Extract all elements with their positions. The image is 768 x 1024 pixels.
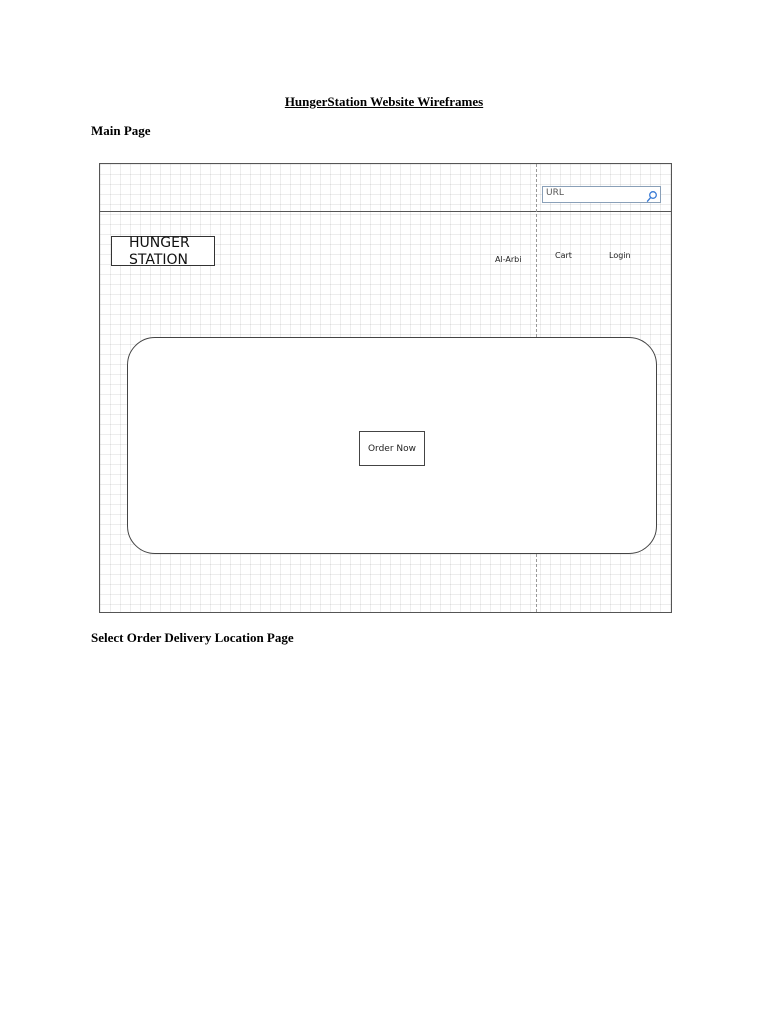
document-title: HungerStation Website Wireframes (284, 94, 484, 109)
nav-link-location[interactable]: Al-Arbi (495, 255, 522, 264)
search-icon[interactable] (646, 188, 658, 201)
url-field[interactable] (542, 186, 661, 203)
nav-link-cart[interactable]: Cart (555, 251, 572, 260)
hero-banner (127, 337, 657, 554)
order-now-button[interactable]: Order Now (359, 431, 425, 466)
nav-link-login[interactable]: Login (609, 251, 631, 260)
section-heading-select-location-page: Select Order Delivery Location Page (91, 630, 294, 645)
logo[interactable] (111, 236, 215, 266)
url-placeholder: URL (546, 188, 564, 198)
section-heading-main-page: Main Page (91, 123, 151, 138)
logo-text: HUNGER STATION (129, 235, 190, 268)
browser-bar-divider (100, 211, 671, 212)
main-page-wireframe (99, 163, 672, 613)
